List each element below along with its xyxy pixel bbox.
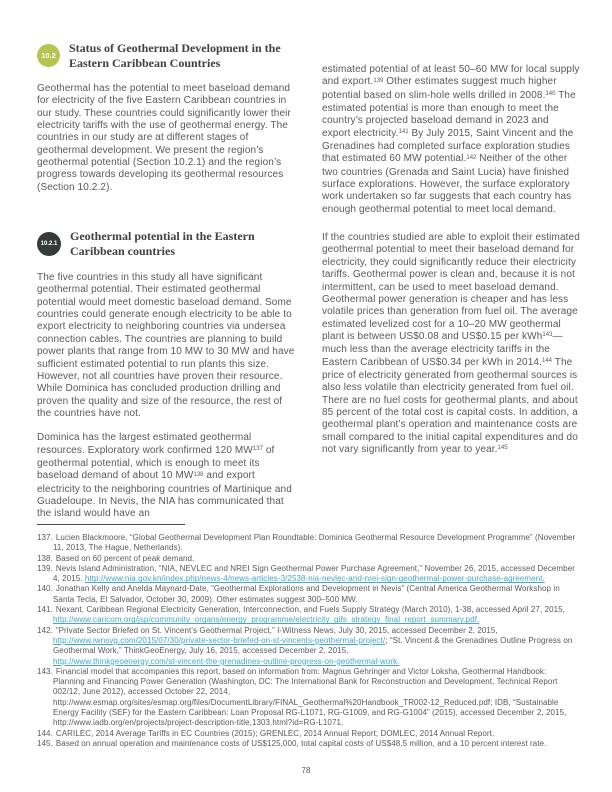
footnote-text: “Private Sector Briefed on St. Vincent’s Geothermal Project,” I-Witness News, July 30, 2015, accessed December 2, 2015, http://www.iwnsvg.com/2015/07/30/private-sector-briefed-on-st-vincents-geothermal-project/; “St. Vincent & the Grenadines Outline Progress on Geothermal Work,” ThinkGeoEnergy, July 16, 2015, accessed December 2, 2015, http://www.thinkgeoenergy.com/st-vincent-the-grenadines-outline-progress-on-geothermal-work. — [53, 625, 573, 666]
footnote-number: 142. — [37, 625, 53, 635]
footnote-number: 137. — [37, 533, 53, 542]
footnote-ref: 137 — [252, 445, 263, 452]
footnote-ref: 141 — [398, 129, 409, 136]
footnote-number: 141. — [37, 605, 53, 615]
footnote-ref: 144 — [541, 357, 552, 364]
paragraph: The five countries in this study all have significant geothermal potential. Their estimated geothermal potential would meet domestic baseload demand. Some countries could generate enough electricity to be able to export electricity to neighboring countries via undersea connection cables. The countries are planning to build power plants that range from 10 MW to 30 MW and have sufficient estimated potential to run plants this size. However, not all countries have proven their resource. While Dominica has concluded production drilling and proven the quality and size of the resource, the rest of the countries have not. — [37, 272, 295, 419]
footnote — [37, 729, 578, 739]
footnote — [37, 667, 578, 729]
footnote-divider — [37, 524, 185, 525]
right-column — [322, 64, 580, 457]
paragraph: If the countries studied are able to exploit their estimated geothermal potential to meet their baseload demand for electricity, they could significantly reduce their electricity tariffs. Geothermal power is clean and, because it is not intermittent, can be used to meet baseload demand. Geothermal power generation is cheaper and has less volatile prices than generation from fuel oil. The average estimated levelized cost for a 10–20 MW geothermal plant is between US$0.08 and US$0.15 per kWh$^{143}$—much less than the average electricity tariffs in the Eastern Caribbean of US$0.34 per kWh in 2014.$^{144}$ The price of electricity generated from geothermal sources is also less volatile than electricity generated from fuel oil. There are no fuel costs for geothermal plants, and about 85 percent of the total cost is capital costs. In addition, a geothermal plant’s operation and maintenance costs are small compared to the initial capital expenditures and do not vary significantly from year to year.$^{145}$ — [322, 232, 580, 455]
footnote-ref: 140 — [545, 91, 556, 97]
footnote-text: CARILEC, 2014 Average Tariffs in EC Countries (2015); GRENLEC, 2014 Annual Report; DOMLEC, 2014 Annual Report. — [55, 728, 495, 738]
footnote-text: Financial model that accompanies this report, based on information from: Magnus Gehringer and Victor Loksha, Geothermal Handbook: Planning and Financing Power Generation (Washington, DC: The International Bank for Reconstruction and Development, Technical Report 002/12, June 2012), accessed October 22, 2014, http://www.esmap.org/sites/esmap.org/files/DocumentLibrary/FINAL_Geothermal%20Handbook_TR002-12_Reduced.pdf; IDB, “Sustainable Energy Facility (SEF) for the Eastern Caribbean: Loan Proposal RG-L1071, RG-G1009, and RG-G1004” (2015), accessed December 2, 2015, http://www.iadb.org/en/projects/project-description-title,1303.html?id=RG-L1071. — [53, 666, 567, 728]
footnote-number: 139. — [37, 563, 53, 573]
section-header-10-2-1 — [37, 229, 297, 258]
section-header-10-2 — [37, 41, 297, 70]
footnote-number: 143. — [37, 666, 53, 676]
footnote-text: Nevis Island Administration, “NIA, NEVLEC and NREI Sign Geothermal Power Purchase Agreement,” November 26, 2015, accessed December 4, 2015. http://www.nia.gov.kn/index.php/news-4/news-articles-3/2538-nia-nevlec-and-nrei-sign-geothermal-power-purchase-agreement. — [53, 563, 575, 584]
section-title: Status of Geothermal Development in the Eastern Caribbean Countries — [69, 41, 281, 70]
paragraph: Dominica has the largest estimated geothermal resources. Exploratory work confirmed 120 MW$^{137}$ of geothermal potential, which is enough to meet its baseload demand of about 10 MW$^{138}$ and export electricity to the neighboring countries of Martinique and Guadeloupe. In Nevis, the NIA has communicated that the island would have an — [37, 432, 292, 520]
footnotes-section — [37, 524, 578, 749]
footnote-ref: 143 — [542, 332, 553, 339]
footnote-number: 140. — [37, 584, 53, 594]
footnote-number: 145. — [37, 738, 53, 748]
footnote-link[interactable]: http://www.iwnsvg.com/2015/07/30/private-sector-briefed-on-st-vincents-geothermal-project/ — [53, 635, 386, 645]
footnote-ref: 145 — [497, 445, 508, 452]
footnote-text: Lucien Blackmoore, “Global Geothermal Development Plan Roundtable: Dominica Geothermal Resource Development Programme” (November 11, 2013, The Hague, Netherlands). — [53, 533, 576, 553]
footnote-link[interactable]: http://www.nia.gov.kn/index.php/news-4/news-articles-3/2538-nia-nevlec-and-nrei-sign-geothermal-power-purchase-agreement. — [84, 574, 545, 584]
section-number-badge: 10.2 — [37, 44, 60, 67]
footnote-link[interactable]: http://www.thinkgeoenergy.com/st-vincent-the-grenadines-outline-progress-on-geothermal-work. — [53, 656, 400, 666]
footnote-text: Based on 60 percent of peak demand. — [55, 553, 195, 563]
footnote — [37, 626, 578, 667]
footnote — [37, 605, 578, 626]
left-column — [37, 41, 297, 521]
footnote-number: 144. — [37, 728, 53, 738]
footnote-text: Jonathan Kelly and Anelda Maynard-Date, “Geothermal Explorations and Development in Nevis” (Central America Geothermal Workshop in Santa Tecla, El Salvador, October 30, 2009). Other estimates suggest 300–500 MW. — [53, 584, 560, 604]
subsection-number-badge: 10.2.1 — [37, 232, 61, 256]
footnote — [37, 554, 578, 564]
footnote-text: Based on annual operation and maintenance costs of US$125,000, total capital costs of US$48.5 million, and a 10 percent interest rate. — [55, 738, 547, 748]
page-number: 78 — [301, 766, 311, 775]
footnote-ref: 142 — [466, 154, 477, 161]
footnote — [37, 533, 578, 554]
footnote — [37, 739, 578, 749]
footnote-ref: 138 — [193, 471, 204, 478]
subsection-title: Geothermal potential in the Eastern Caribbean countries — [70, 229, 255, 258]
footnote-ref: 139 — [373, 77, 384, 84]
footnote — [37, 584, 578, 605]
footnote-number: 138. — [37, 553, 53, 563]
footnote-link[interactable]: http://www.caricom.org/jsp/community_organs/energy_programme/electricity_gifs_strategy_final_report_summary.pdf. — [53, 615, 480, 625]
footnote — [37, 564, 578, 585]
paragraph: Geothermal has the potential to meet baseload demand for electricity of the five Eastern Caribbean countries in our study. These countries could significantly lower their electricity tariffs with the use of geothermal energy. The countries in our study are at different stages of geothermal development. We present the region’s geothermal potential (Section 10.2.1) and the region’s progress towards developing its geothermal resources (Section 10.2.2). — [37, 83, 291, 193]
paragraph: estimated potential of at least 50–60 MW for local supply and export.$^{139}$ Other estimates suggest much higher potential based on slim-hole wells drilled in 2008.$^{140}$ The estimated potential is more than enough to meet the country’s projected baseload demand in 2023 and export electricity.$^{141}$ By July 2015, Saint Vincent and the Grenadines had completed surface exploration studies that estimated 60 MW potential.$^{142}$ Neither of the other two countries (Grenada and Saint Lucia) have finished surface explorations. However, the surface exploratory work undertaken so far suggests that each country has enough geothermal potential to meet local demand. — [322, 64, 580, 215]
footnote-text: Nexant, Caribbean Regional Electricity Generation, Interconnection, and Fuels Supply Strategy (March 2010), 1-38, accessed April 27, 2015, http://www.caricom.org/jsp/community_organs/energy_programme/electricity_gifs_strategy_final_report_summary.pdf. — [53, 605, 565, 625]
